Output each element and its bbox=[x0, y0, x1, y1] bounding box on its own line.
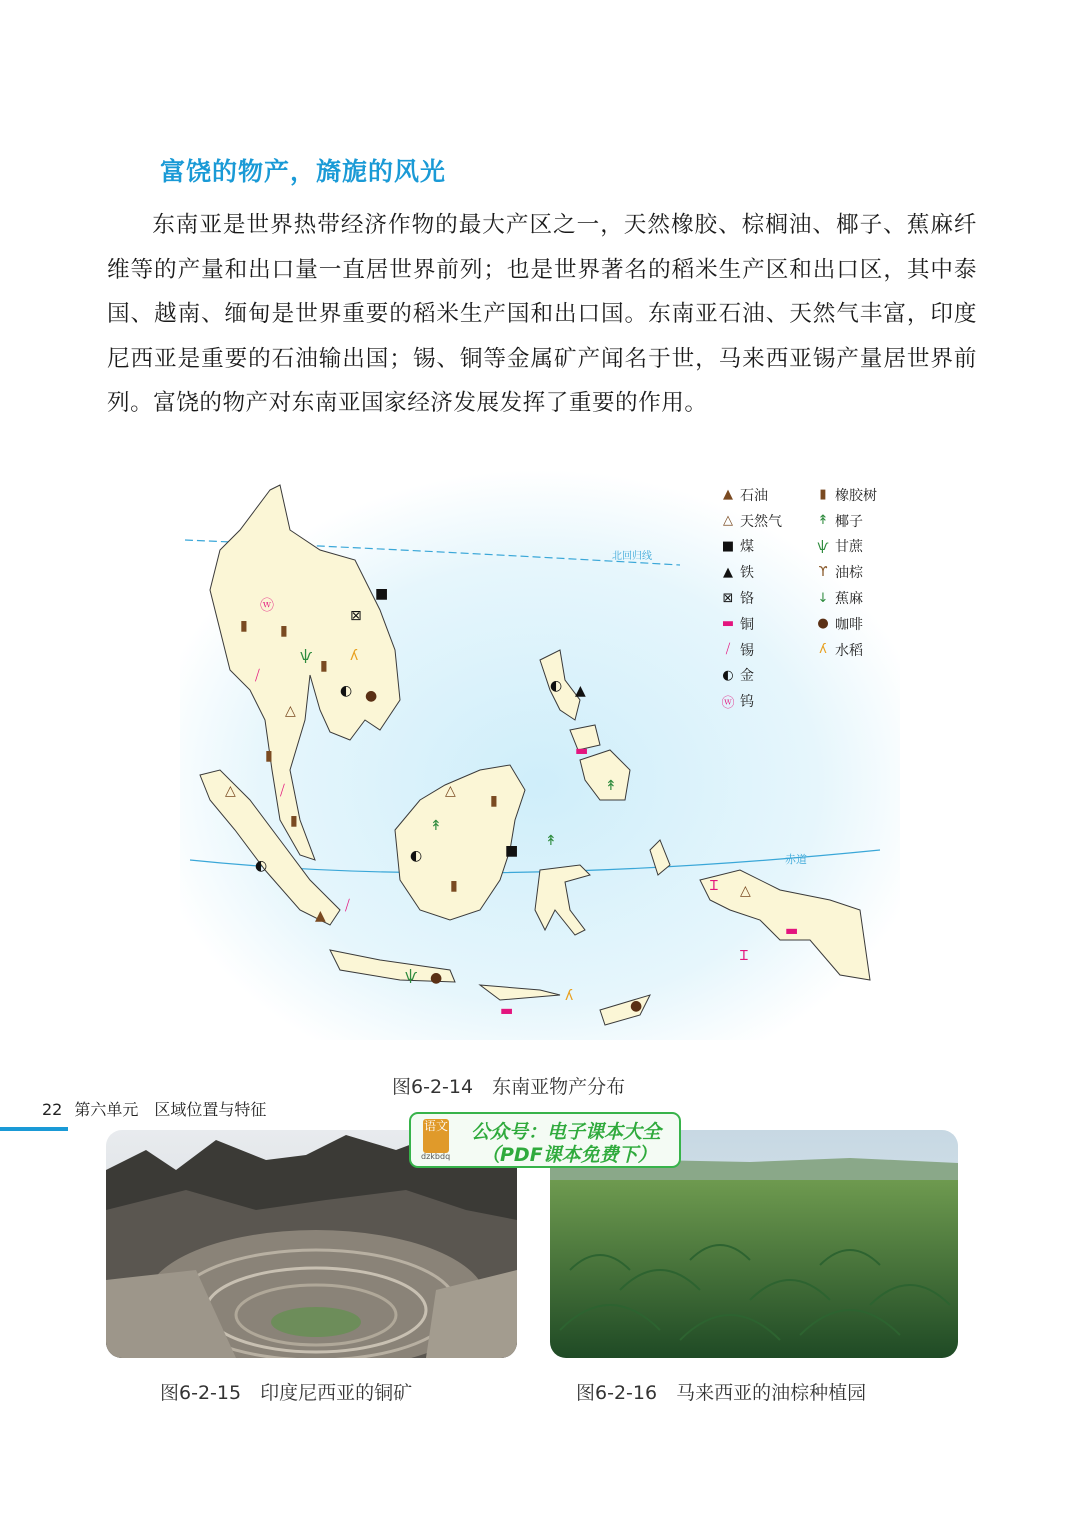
legend-item bbox=[815, 611, 877, 637]
tropic-label: 北回归线 bbox=[612, 551, 652, 562]
legend-label: 橡胶树 bbox=[835, 487, 877, 504]
unit-title: 第六单元 区域位置与特征 bbox=[74, 1100, 267, 1119]
legend-label: 甘蔗 bbox=[835, 539, 863, 556]
legend-label: 煤 bbox=[740, 539, 754, 556]
legend-item bbox=[720, 559, 782, 585]
svg-text:ѱ: ѱ bbox=[405, 968, 418, 984]
abaca-icon: ↓ bbox=[817, 590, 829, 606]
section-title: 富饶的物产，旖旎的风光 bbox=[160, 157, 447, 186]
legend-label: 天然气 bbox=[740, 513, 782, 530]
svg-text:ʎ: ʎ bbox=[565, 988, 574, 1004]
svg-text:◐: ◐ bbox=[410, 848, 423, 864]
svg-text:▮: ▮ bbox=[240, 618, 248, 634]
svg-text:⧸: ⧸ bbox=[345, 898, 350, 914]
svg-text:ʎ: ʎ bbox=[350, 648, 359, 664]
coffee-icon: ● bbox=[817, 616, 829, 632]
natural-gas-icon: △ bbox=[723, 513, 733, 529]
legend-item bbox=[720, 611, 782, 637]
svg-text:ѱ: ѱ bbox=[300, 648, 313, 664]
legend-item bbox=[720, 534, 782, 560]
legend-item bbox=[720, 508, 782, 534]
svg-text:▲: ▲ bbox=[315, 908, 326, 924]
svg-text:▲: ▲ bbox=[575, 683, 586, 699]
svg-text:ⓦ: ⓦ bbox=[260, 598, 274, 614]
svg-text:■: ■ bbox=[375, 586, 389, 602]
legend-item bbox=[720, 482, 782, 508]
page-number: 22 bbox=[42, 1100, 63, 1119]
legend-label: 铁 bbox=[740, 565, 754, 582]
svg-text:◐: ◐ bbox=[255, 858, 268, 874]
oil-icon: ▲ bbox=[723, 487, 733, 503]
watermark-line1: 公众号：电子课本大全 bbox=[471, 1121, 662, 1143]
svg-text:↟: ↟ bbox=[605, 778, 617, 794]
legend-label: 铜 bbox=[740, 616, 754, 633]
southeast-asia-resources-map bbox=[180, 470, 900, 1040]
sugarcane-icon: ѱ bbox=[817, 538, 829, 554]
legend-item bbox=[720, 688, 782, 714]
legend-label: 金 bbox=[740, 668, 754, 685]
photo2-caption: 图6-2-16 马来西亚的油棕种植园 bbox=[576, 1382, 867, 1404]
copper-icon: ▬ bbox=[721, 616, 735, 632]
svg-text:⧸: ⧸ bbox=[255, 668, 260, 684]
coconut-icon: ↟ bbox=[817, 513, 829, 529]
legend-label: 椰子 bbox=[835, 513, 863, 530]
svg-text:●: ● bbox=[430, 970, 443, 986]
legend-item bbox=[815, 508, 877, 534]
legend-label: 钨 bbox=[740, 694, 754, 711]
iron-icon: ▲ bbox=[723, 564, 733, 580]
legend-item bbox=[815, 585, 877, 611]
tungsten-icon: ⓦ bbox=[721, 695, 735, 711]
legend-item bbox=[815, 637, 877, 663]
svg-text:●: ● bbox=[365, 688, 378, 704]
page-footer bbox=[42, 1097, 266, 1120]
svg-text:▬: ▬ bbox=[785, 923, 799, 939]
svg-text:▮: ▮ bbox=[265, 748, 273, 764]
legend-minerals bbox=[720, 482, 782, 714]
svg-text:▮: ▮ bbox=[320, 658, 328, 674]
legend-item bbox=[720, 663, 782, 689]
watermark-small-text: dzkbdq bbox=[421, 1152, 451, 1161]
legend-crops bbox=[815, 482, 877, 663]
watermark-badge bbox=[409, 1112, 681, 1168]
svg-text:▬: ▬ bbox=[575, 743, 589, 759]
svg-text:Ɪ: Ɪ bbox=[740, 948, 748, 964]
svg-text:Ɪ: Ɪ bbox=[710, 878, 718, 894]
chromium-icon: ⊠ bbox=[722, 590, 734, 606]
svg-text:■: ■ bbox=[505, 843, 519, 859]
book-icon: 语文 bbox=[423, 1119, 449, 1153]
body-paragraph bbox=[107, 203, 977, 426]
svg-text:△: △ bbox=[225, 783, 236, 799]
svg-text:▬: ▬ bbox=[500, 1003, 514, 1019]
rubber-tree-icon: ▮ bbox=[819, 487, 827, 503]
legend-item bbox=[815, 482, 877, 508]
svg-text:△: △ bbox=[445, 783, 456, 799]
legend-label: 蕉麻 bbox=[835, 591, 863, 608]
paragraph-text: 东南亚是世界热带经济作物的最大产区之一，天然橡胶、棕榈油、椰子、蕉麻纤维等的产量和出口量一直居世界前列；也是世界著名的稻米生产区和出口区，其中泰国、越南、缅甸是世界重要的稻米生产国和出口国。东南亚石油、天然气丰富，印度尼西亚是重要的石油输出国；锡、铜等金属矿产闻名于世，马来西亚锡产量居世界前列。富饶的物产对东南亚国家经济发展发挥了重要的作用。 bbox=[107, 212, 977, 417]
legend-label: 咖啡 bbox=[835, 616, 863, 633]
watermark-line2: （PDF课本免费下） bbox=[481, 1144, 657, 1166]
svg-text:⊠: ⊠ bbox=[350, 608, 362, 624]
svg-text:△: △ bbox=[285, 703, 296, 719]
svg-text:◐: ◐ bbox=[340, 683, 353, 699]
legend-label: 石油 bbox=[740, 487, 768, 504]
legend-label: 油棕 bbox=[835, 565, 863, 582]
legend-label: 锡 bbox=[740, 642, 754, 659]
legend-label: 水稻 bbox=[835, 642, 863, 659]
tin-icon: ⧸ bbox=[725, 642, 731, 658]
svg-text:▮: ▮ bbox=[280, 623, 288, 639]
svg-text:↟: ↟ bbox=[545, 833, 557, 849]
svg-text:▮: ▮ bbox=[450, 878, 458, 894]
svg-text:↟: ↟ bbox=[430, 818, 442, 834]
svg-text:▮: ▮ bbox=[490, 793, 498, 809]
rice-icon: ʎ bbox=[819, 642, 827, 658]
equator-label: 赤道 bbox=[785, 853, 807, 866]
svg-text:⧸: ⧸ bbox=[280, 783, 285, 799]
oil-palm-icon: ϒ bbox=[818, 564, 828, 580]
legend-item bbox=[815, 534, 877, 560]
svg-text:△: △ bbox=[740, 883, 751, 899]
map-svg bbox=[180, 470, 900, 1040]
map-caption: 图6-2-14 东南亚物产分布 bbox=[392, 1076, 626, 1098]
legend-item bbox=[720, 585, 782, 611]
svg-text:●: ● bbox=[630, 998, 643, 1014]
photo1-caption: 图6-2-15 印度尼西亚的铜矿 bbox=[160, 1382, 413, 1404]
gold-icon: ◐ bbox=[722, 667, 734, 683]
legend-item bbox=[815, 559, 877, 585]
coal-icon: ■ bbox=[721, 538, 735, 554]
legend-item bbox=[720, 637, 782, 663]
legend-label: 铬 bbox=[740, 591, 754, 608]
svg-text:▮: ▮ bbox=[290, 813, 298, 829]
svg-text:◐: ◐ bbox=[550, 678, 563, 694]
footer-accent-bar bbox=[0, 1127, 68, 1131]
